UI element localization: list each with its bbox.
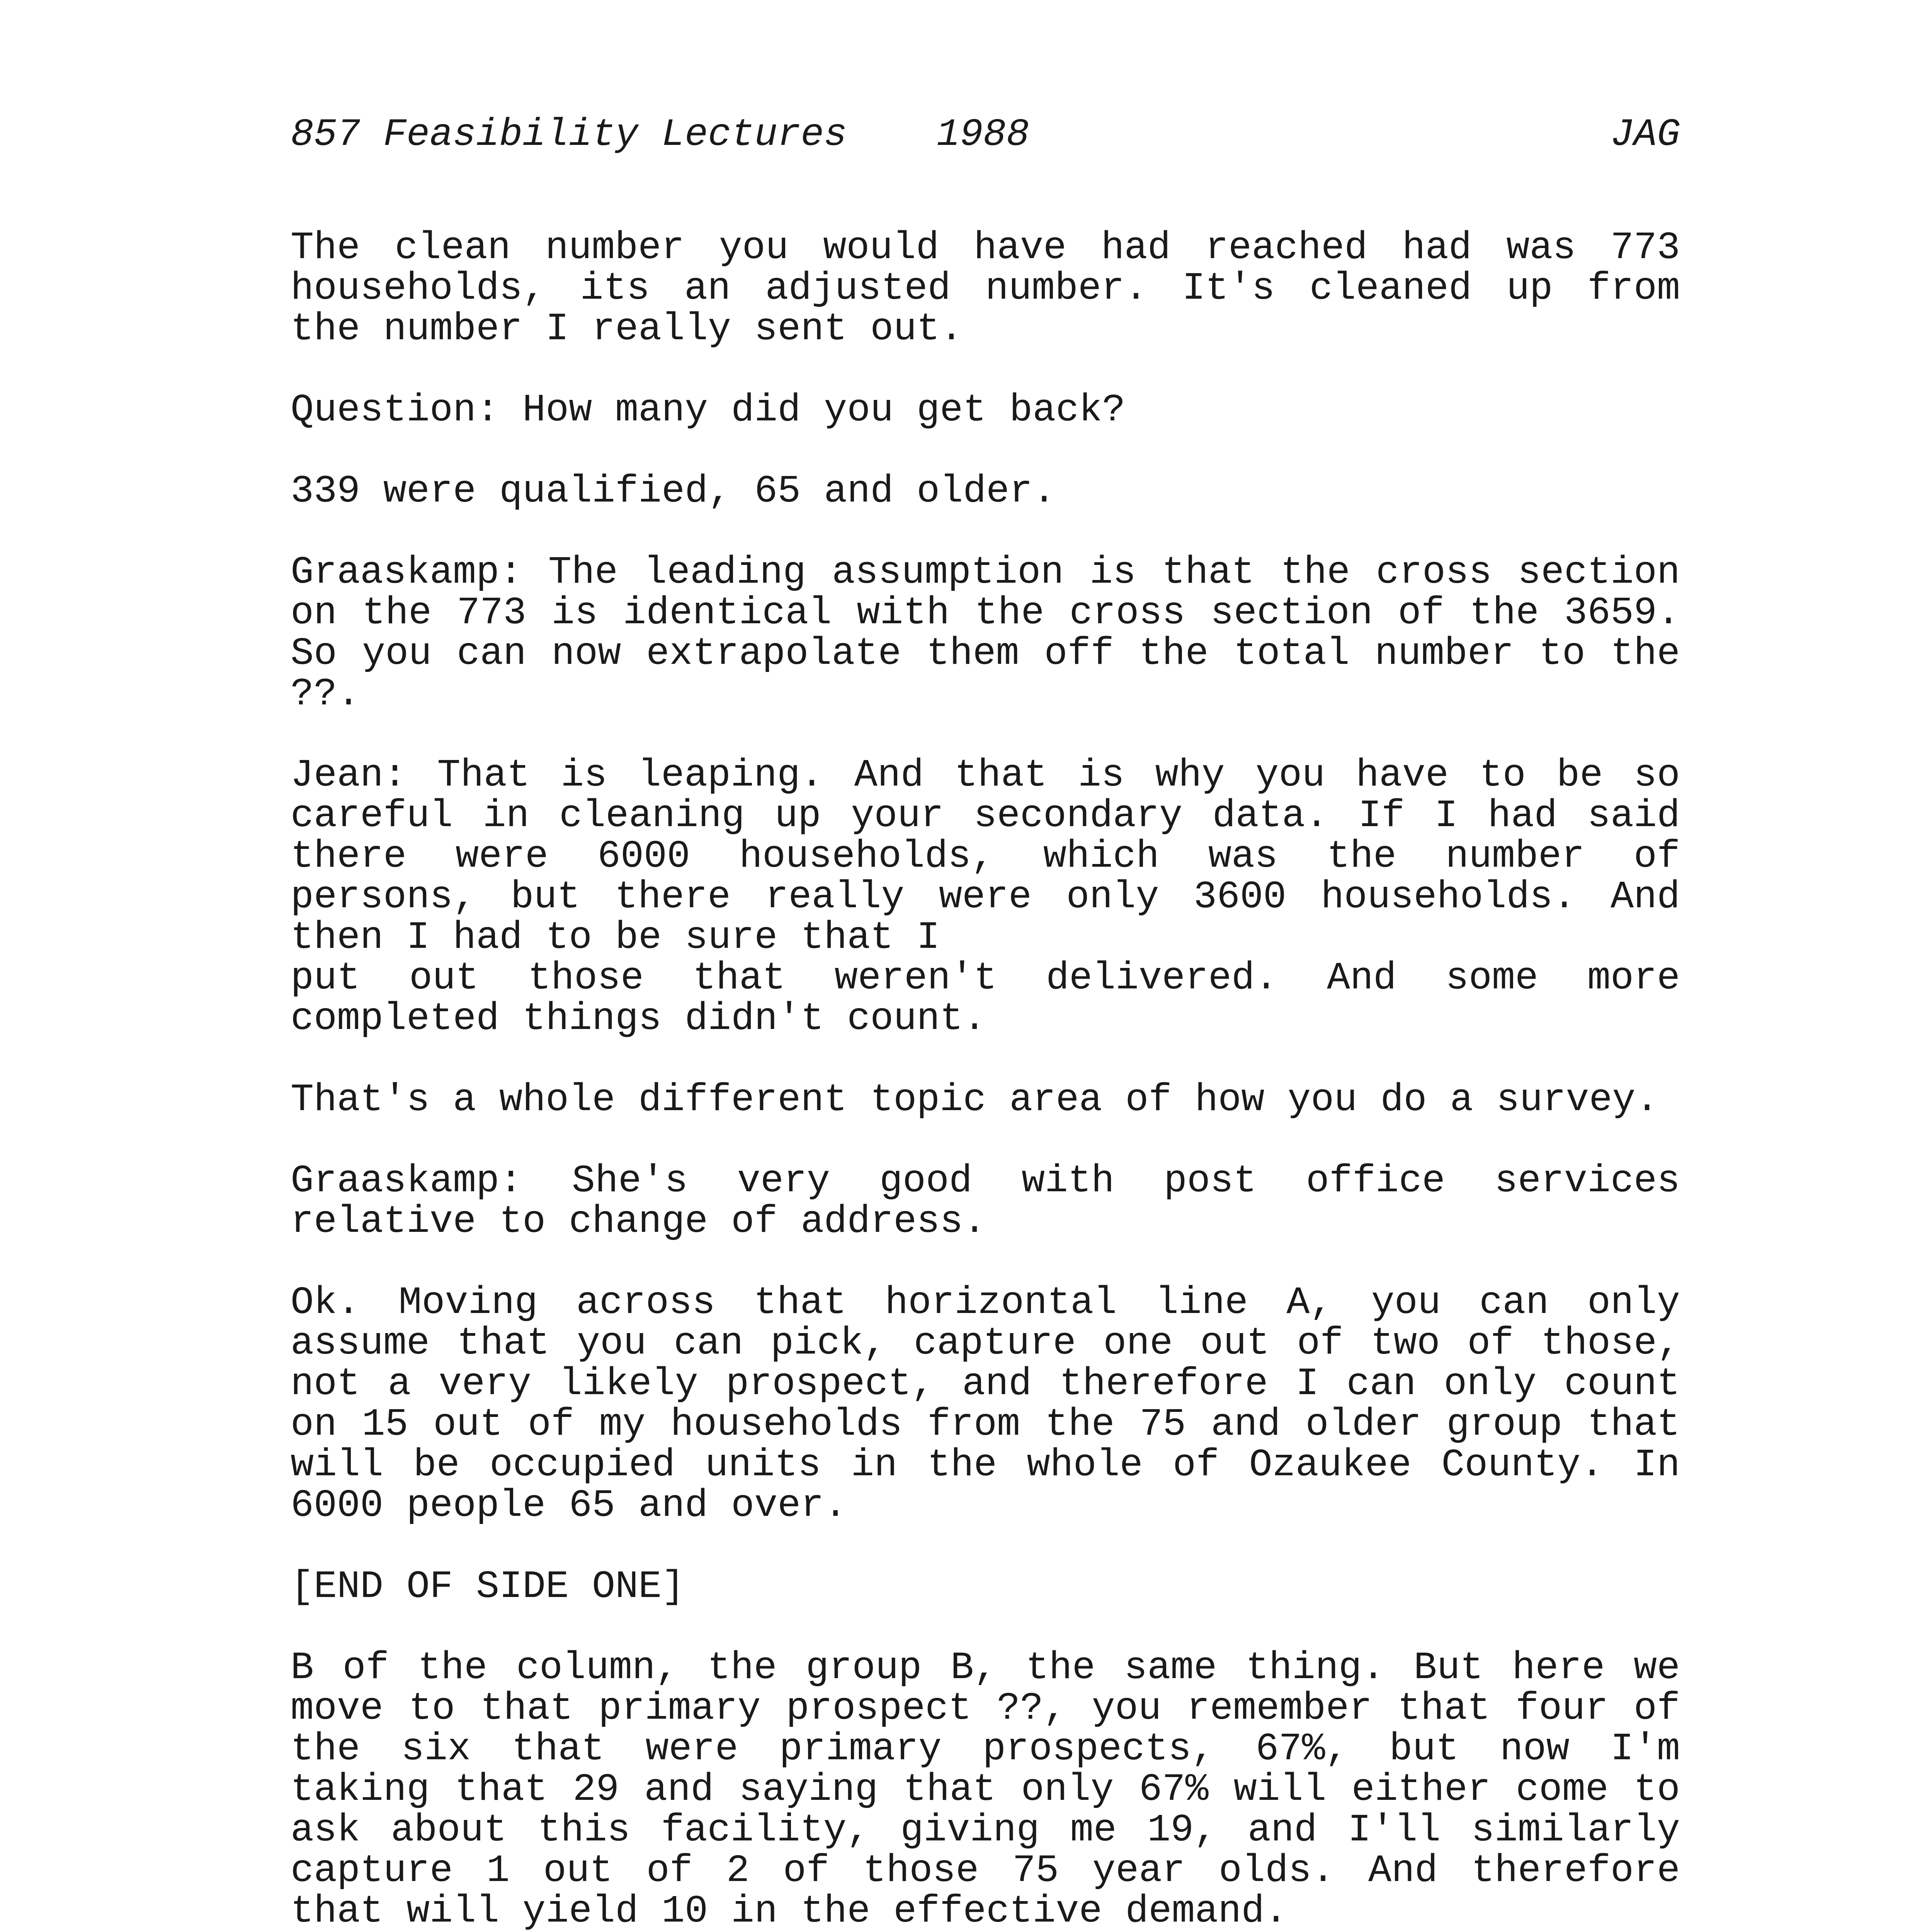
paragraph-jean-leaping: Jean: That is leaping. And that is why you have to be so careful in cleaning up your secondary data. If I had said there were 6000 households, which was the number of persons, but there really were only 3600 households. And then I had to be sure that I (291, 754, 1680, 960)
paragraph-survey-topic: That's a whole different topic area of how you do a survey. (291, 1078, 1659, 1122)
header-title: 857 Feasibility Lectures (291, 113, 847, 157)
paragraph-group-b: B of the column, the group B, the same thing. But here we move to that primary prospect ??, you remember that four of the six that were primary prospects, 67%, but now I'm taking that 29 and saying that only 67% will either come to ask about this facility, giving me 19, and I'll similarly capture 1 out of 2 of those 75 year olds. And therefore that will yield 10 in the effective demand. (291, 1646, 1680, 1932)
paragraph-graaskamp-assumption: Graaskamp: The leading assumption is that the cross section on the 773 is identical with the cross section of the 3659. So you can now extrapolate them off the total number to the ??. (291, 551, 1680, 716)
paragraph-graaskamp-post-office: Graaskamp: She's very good with post office services relative to change of address. (291, 1160, 1680, 1244)
paragraph-qualified-count: 339 were qualified, 65 and older. (291, 470, 1056, 514)
paragraph-end-of-side-one: [END OF SIDE ONE] (291, 1565, 685, 1609)
page-header (291, 112, 1680, 158)
header-initials: JAG (1610, 113, 1680, 157)
paragraph-question-get-back: Question: How many did you get back? (291, 389, 1126, 432)
header-year: 1988 (937, 113, 1030, 157)
paragraph-clean-number: The clean number you would have had reached had was 773 households, its an adjusted number. It's cleaned up from the number I really sent out. (291, 226, 1680, 351)
paragraph-jean-continued: put out those that weren't delivered. And some more completed things didn't count. (291, 957, 1680, 1041)
transcript-body (291, 228, 1680, 1932)
paragraph-horizontal-line-a: Ok. Moving across that horizontal line A, you can only assume that you can pick, capture one out of two of those, not a very likely prospect, and therefore I can only count on 15 out of my households from the 75 and older group that will be occupied units in the whole of Ozaukee County. In 6000 people 65 and over. (291, 1281, 1680, 1528)
